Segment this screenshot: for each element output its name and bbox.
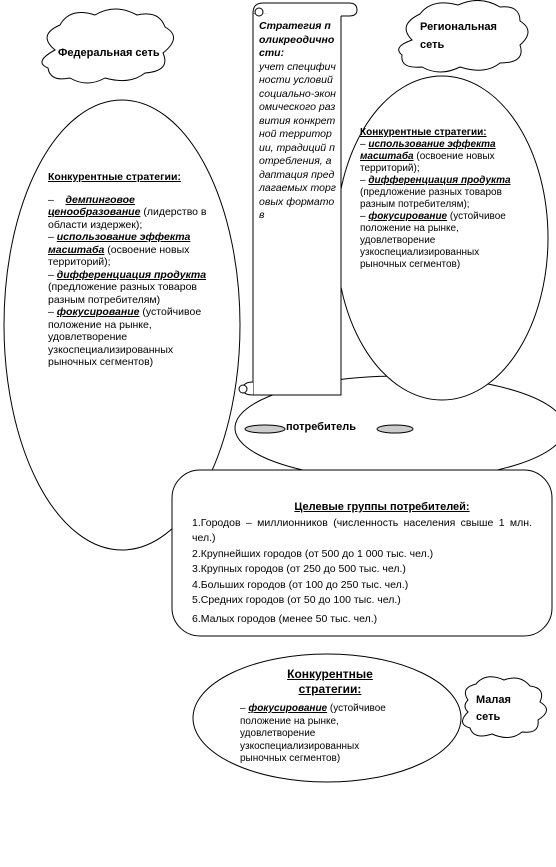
- regional-strategy-item: – дифференциация продукта (предложение разных товаров разным потребителям);: [360, 175, 511, 210]
- target-groups: [192, 500, 532, 627]
- target-group-item: 4.Больших городов (от 100 до 250 тыс. чел.): [192, 578, 409, 591]
- federal-strategy-item: – дифференциация продукта (предложение разных товаров разным потребителям): [48, 268, 207, 306]
- target-group-item: 1.Городов – миллионников (численность населения свыше 1 млн. чел.): [192, 516, 532, 544]
- regional-cloud-label: Региональная сеть: [420, 21, 497, 51]
- federal-cloud-label: Федеральная сеть: [58, 47, 160, 59]
- scroll-body: учет специфичности условий социально-экономического развития конкретной территории, традиций потребления, адаптация предлагаемых торговых форматов: [259, 60, 336, 221]
- target-group-item: 3.Крупных городов (от 250 до 500 тыс. чел.): [192, 563, 406, 575]
- consumer-label: потребитель: [286, 421, 356, 433]
- regional-strategies-title: Конкурентные стратегии:: [360, 127, 487, 138]
- target-group-item: 5.Средних городов (от 50 до 100 тыс. чел.): [192, 594, 401, 606]
- small-strategies: [240, 703, 400, 766]
- target-groups-title: Целевые группы потребителей:: [294, 501, 470, 513]
- federal-strategies-title: Конкурентные стратегии:: [48, 171, 181, 183]
- scroll-title: Стратегия поликреодичности:: [259, 20, 335, 59]
- scroll-text: [259, 20, 337, 223]
- federal-strategies: [48, 171, 213, 369]
- small-cloud-label: Малая сеть: [476, 694, 511, 723]
- target-group-item: 6.Малых городов (менее 50 тыс. чел.): [192, 612, 378, 625]
- target-group-item: 2.Крупнейших городов (от 500 до 1 000 тыс. чел.): [192, 547, 434, 560]
- federal-strategy-item: – демпинговое ценообразование (лидерство в области издержек);: [48, 193, 207, 231]
- regional-strategy-item: – использование эффекта масштаба (освоение новых территорий);: [360, 139, 496, 174]
- consumer-disk-left: [245, 425, 285, 433]
- small-strategies-title: Конкурентные стратегии:: [287, 667, 373, 696]
- regional-strategy-item: – фокусирование (устойчивое положение на рынке, удовлетворение узкоспециализированных рыночных сегментов): [360, 211, 506, 270]
- federal-strategy-item: – фокусирование (устойчивое положение на рынке, удовлетворение узкоспециализированных рыночных сегментов): [48, 306, 202, 368]
- consumer-disk-right: [377, 425, 413, 433]
- federal-strategy-item: – использование эффекта масштаба (освоение новых территорий);: [48, 231, 191, 268]
- small-strategy-item: – фокусирование (устойчивое положение на рынке, удовлетворение узкоспециализированных рыночных сегментов): [240, 703, 386, 764]
- regional-strategies: [360, 127, 520, 271]
